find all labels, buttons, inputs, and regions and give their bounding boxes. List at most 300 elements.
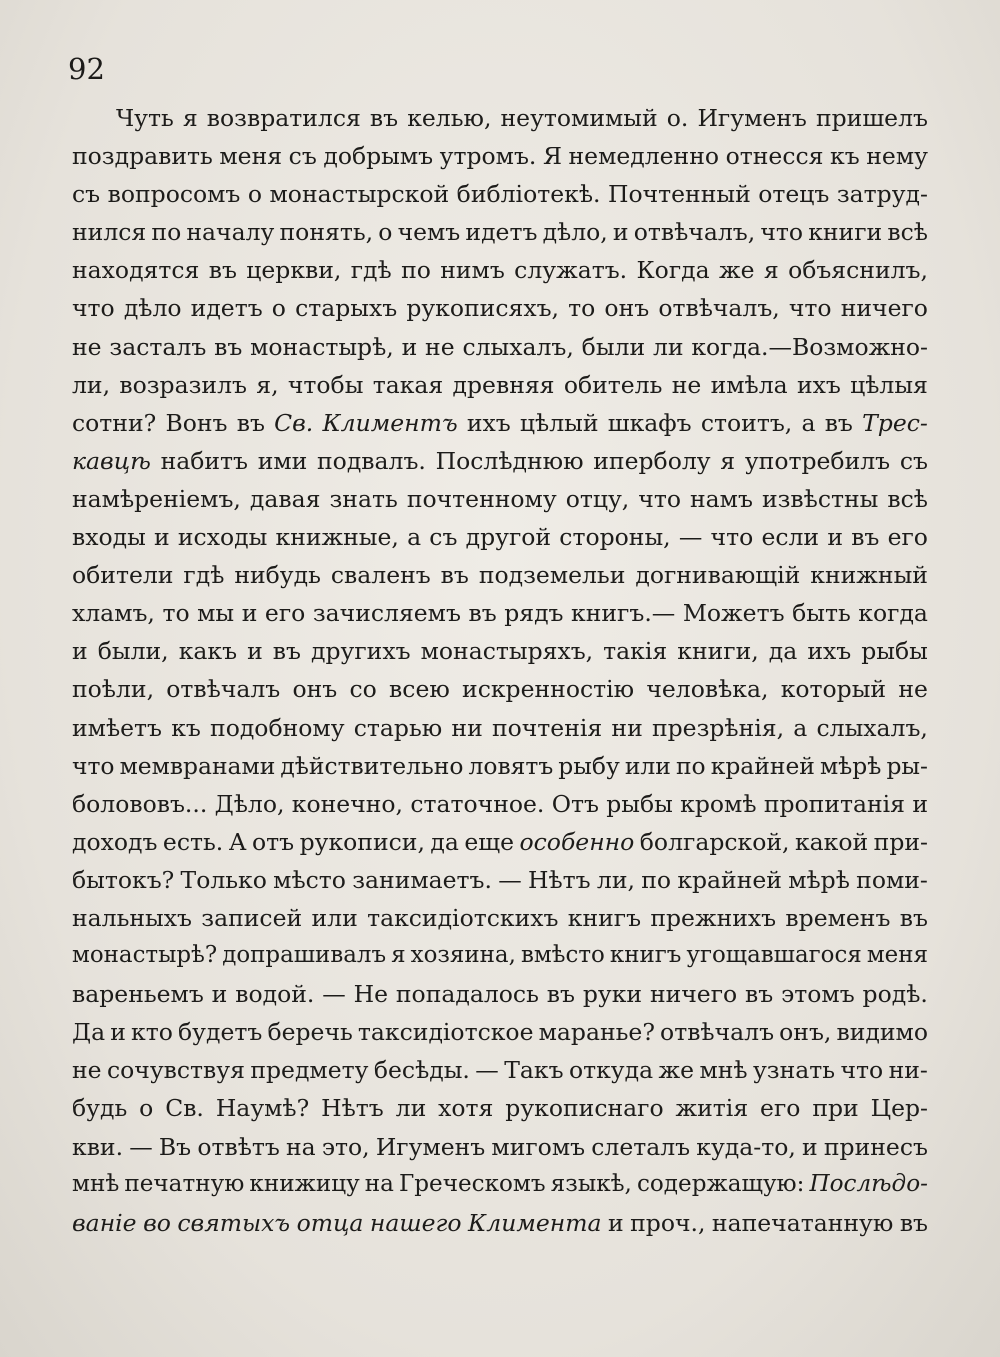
text-line bbox=[72, 409, 928, 447]
word: статочное. bbox=[410, 789, 545, 818]
word: ихъ bbox=[807, 637, 852, 666]
word: Вонъ bbox=[165, 408, 228, 437]
word: извѣстны bbox=[761, 484, 879, 513]
text-line bbox=[72, 714, 928, 752]
word: слыхалъ, bbox=[816, 713, 928, 742]
text-line bbox=[72, 256, 928, 294]
word: нашего bbox=[369, 1208, 462, 1237]
word: возразилъ bbox=[119, 370, 247, 399]
word: затруд- bbox=[836, 180, 928, 209]
word: что bbox=[72, 751, 115, 780]
word: отнесся bbox=[725, 142, 824, 171]
text-line bbox=[72, 180, 928, 218]
word: и bbox=[247, 637, 263, 666]
word: нибудь bbox=[234, 561, 321, 590]
word: прежнихъ bbox=[650, 903, 777, 932]
word: книгъ bbox=[567, 903, 642, 932]
word: Климента bbox=[468, 1208, 602, 1237]
word: записей bbox=[201, 903, 303, 932]
word: будь bbox=[72, 1094, 128, 1123]
word: Такъ bbox=[504, 1056, 564, 1085]
word: о. bbox=[666, 104, 689, 132]
word: нему bbox=[866, 142, 928, 171]
text-line bbox=[72, 1056, 928, 1094]
word: подземельи bbox=[478, 561, 626, 590]
word: по bbox=[641, 865, 672, 894]
word: ни bbox=[611, 713, 643, 742]
word: Дѣло, bbox=[214, 789, 285, 818]
word: ловятъ bbox=[468, 751, 554, 780]
word: въ bbox=[440, 561, 469, 590]
word: входы bbox=[72, 523, 146, 552]
word: почтенія bbox=[491, 713, 603, 742]
word: кви. bbox=[72, 1132, 124, 1161]
word: языкѣ, bbox=[550, 1170, 632, 1197]
word: книгъ bbox=[609, 942, 682, 969]
word: засталъ bbox=[109, 332, 207, 361]
text-line bbox=[72, 142, 928, 180]
word: печатную bbox=[124, 1170, 245, 1197]
word: поѣли, bbox=[72, 675, 155, 704]
word: бесѣды. bbox=[373, 1056, 470, 1085]
word: всѣ bbox=[887, 484, 928, 513]
word: ни- bbox=[888, 1056, 928, 1085]
word: его bbox=[264, 599, 306, 628]
word: рыбы bbox=[861, 637, 928, 666]
word: допрашивалъ bbox=[222, 942, 387, 969]
word: крайней bbox=[710, 751, 815, 780]
word: это, bbox=[321, 1132, 370, 1161]
word: родѣ. bbox=[862, 980, 928, 1009]
word: видимо bbox=[836, 1018, 928, 1047]
word: — bbox=[498, 865, 522, 894]
word: не bbox=[72, 1056, 102, 1085]
word: цѣлый bbox=[519, 408, 599, 437]
word: когда bbox=[858, 599, 928, 628]
text-line bbox=[72, 790, 928, 828]
word: мѣрѣ bbox=[819, 751, 882, 780]
word: же bbox=[718, 256, 755, 285]
word: келью, bbox=[407, 104, 492, 132]
word: гдѣ bbox=[350, 256, 392, 285]
text-line bbox=[72, 637, 928, 675]
word: ли, bbox=[596, 865, 635, 894]
word: меня bbox=[219, 142, 283, 171]
word: объяснилъ, bbox=[788, 256, 928, 285]
text-line bbox=[72, 104, 928, 142]
word: святыхъ bbox=[177, 1208, 291, 1237]
word: къ bbox=[830, 142, 860, 171]
word: книгъ.— bbox=[571, 599, 676, 628]
word: такія bbox=[603, 637, 668, 666]
word: Можетъ bbox=[682, 599, 785, 628]
word: ничего bbox=[840, 294, 928, 323]
word: Игуменъ bbox=[697, 104, 807, 132]
word: нимъ bbox=[440, 256, 505, 285]
word: отцу, bbox=[565, 484, 630, 513]
word: Чуть bbox=[116, 104, 174, 132]
text-line bbox=[72, 333, 928, 371]
word: бытокъ? bbox=[72, 865, 175, 894]
word: хламъ, bbox=[72, 599, 155, 628]
word: въ bbox=[208, 256, 237, 285]
word: кто bbox=[131, 1018, 173, 1047]
word: ли bbox=[652, 332, 684, 361]
word: сваленъ bbox=[330, 561, 431, 590]
word: что bbox=[840, 1056, 884, 1085]
word: конечно, bbox=[291, 789, 404, 818]
word: Нѣтъ bbox=[528, 865, 591, 894]
word: въ bbox=[745, 980, 774, 1009]
word: съ bbox=[429, 523, 458, 552]
word: при- bbox=[873, 827, 928, 856]
word: я bbox=[720, 446, 736, 475]
word: что bbox=[710, 523, 754, 552]
word: иперболу bbox=[593, 446, 711, 475]
word: въ bbox=[236, 408, 265, 437]
word: старыхъ bbox=[295, 294, 398, 323]
word: А bbox=[228, 827, 247, 856]
word: слыхалъ, bbox=[462, 332, 574, 361]
text-line bbox=[72, 447, 928, 485]
word: въ bbox=[272, 637, 301, 666]
word: когда.—Возможно- bbox=[691, 332, 928, 361]
word: и bbox=[827, 523, 843, 552]
word: не bbox=[898, 675, 928, 704]
word: — bbox=[129, 1132, 153, 1161]
word: этомъ bbox=[781, 980, 855, 1009]
word: рядъ bbox=[504, 599, 564, 628]
word: отъ bbox=[252, 827, 295, 856]
word: ни bbox=[451, 713, 483, 742]
word: въ bbox=[468, 599, 497, 628]
word: Когда bbox=[636, 256, 710, 285]
word: да bbox=[430, 827, 459, 856]
word: и bbox=[211, 980, 228, 1009]
word: всею bbox=[389, 675, 450, 704]
word: исходы bbox=[177, 523, 268, 552]
text-line bbox=[72, 371, 928, 409]
word: ихъ bbox=[796, 370, 841, 399]
word: Я bbox=[542, 142, 562, 171]
word: попадалось bbox=[395, 980, 539, 1009]
word: обитель bbox=[563, 370, 663, 399]
word: принесъ bbox=[823, 1132, 928, 1161]
word: по bbox=[151, 218, 182, 247]
word: отецъ bbox=[758, 180, 830, 209]
word: шкафъ bbox=[607, 408, 692, 437]
word: вмѣсто bbox=[520, 942, 605, 969]
word: неутомимый bbox=[500, 104, 658, 132]
word: и bbox=[72, 637, 88, 666]
word: болгарской, bbox=[639, 827, 790, 856]
word: и bbox=[612, 218, 629, 247]
word: напечатанную bbox=[711, 1208, 894, 1237]
word: началу bbox=[186, 218, 275, 247]
word: книжицу bbox=[249, 1170, 360, 1197]
word: гдѣ bbox=[183, 561, 225, 590]
word: съ bbox=[899, 446, 928, 475]
word: и bbox=[802, 1132, 818, 1161]
word: рукописи, bbox=[299, 827, 425, 856]
word: цѣлыя bbox=[850, 370, 928, 399]
word: дѣло bbox=[123, 294, 182, 323]
word: по bbox=[401, 256, 431, 285]
word: проч., bbox=[630, 1208, 706, 1237]
word: хотя bbox=[438, 1094, 494, 1123]
word: отвѣчалъ bbox=[166, 675, 281, 704]
text-line bbox=[72, 1171, 928, 1209]
word: же bbox=[658, 1056, 695, 1085]
word: какъ bbox=[178, 637, 238, 666]
word: Св. bbox=[274, 408, 314, 437]
word: въ bbox=[824, 408, 853, 437]
word: а bbox=[801, 408, 816, 437]
word: искренностію bbox=[462, 675, 635, 704]
word: сочувствуя bbox=[106, 1056, 245, 1085]
word: древняя bbox=[452, 370, 555, 399]
word: Послѣднюю bbox=[435, 446, 584, 475]
word: то bbox=[162, 599, 190, 628]
word: и bbox=[607, 1208, 624, 1237]
word: мигомъ bbox=[491, 1132, 586, 1161]
text-line bbox=[72, 1209, 928, 1247]
word: монастырской bbox=[269, 180, 450, 209]
word: не bbox=[671, 370, 702, 399]
word: презрѣнія, bbox=[651, 713, 785, 742]
word: рыбы bbox=[606, 789, 673, 818]
word: или bbox=[311, 903, 358, 932]
word: беречь bbox=[267, 1018, 353, 1047]
text-line bbox=[72, 294, 928, 332]
word: временъ bbox=[785, 903, 891, 932]
word: имѣетъ bbox=[72, 713, 162, 742]
word: я bbox=[391, 942, 406, 969]
word: подвалъ. bbox=[317, 446, 426, 475]
word: отвѣчалъ bbox=[660, 1018, 775, 1047]
word: такая bbox=[372, 370, 444, 399]
word: да bbox=[768, 637, 798, 666]
word: рукописяхъ, bbox=[406, 294, 560, 323]
word: и bbox=[110, 1018, 126, 1047]
word: монастырѣ, bbox=[250, 332, 394, 361]
word: предмету bbox=[250, 1056, 369, 1085]
word: Климентъ bbox=[322, 408, 458, 437]
word: о bbox=[247, 180, 263, 209]
word: есть. bbox=[162, 827, 224, 856]
word: возвратился bbox=[206, 104, 361, 132]
word: подобному bbox=[210, 713, 345, 742]
word: зачисляемъ bbox=[312, 599, 461, 628]
text-line bbox=[72, 485, 928, 523]
word: узнать bbox=[752, 1056, 836, 1085]
word: пропитанія bbox=[763, 789, 906, 818]
word: догнивающій bbox=[635, 561, 801, 590]
word: чтобы bbox=[287, 370, 364, 399]
word: — bbox=[678, 523, 703, 552]
word: а bbox=[407, 523, 422, 552]
word: другой bbox=[465, 523, 552, 552]
word: и bbox=[154, 523, 170, 552]
word: съ bbox=[288, 142, 317, 171]
word: болововъ... bbox=[72, 789, 208, 818]
word: ли bbox=[395, 1094, 427, 1123]
word: книжный bbox=[810, 561, 928, 590]
word: онъ bbox=[292, 675, 338, 704]
word: обители bbox=[72, 561, 174, 590]
word: мнѣ bbox=[72, 1170, 120, 1197]
word: что bbox=[788, 294, 832, 323]
word: откуда bbox=[568, 1056, 654, 1085]
word: по bbox=[675, 751, 706, 780]
word: монастыряхъ, bbox=[420, 637, 594, 666]
word: житія bbox=[675, 1094, 749, 1123]
word: библіотекѣ. bbox=[456, 180, 601, 209]
text-line bbox=[72, 904, 928, 942]
word: дѣйствительно bbox=[280, 751, 464, 780]
word: съ bbox=[72, 180, 101, 209]
word: въ bbox=[899, 1208, 928, 1237]
word: хозяина, bbox=[410, 942, 516, 969]
word: какой bbox=[794, 827, 869, 856]
word: Въ bbox=[158, 1132, 192, 1161]
word: монастырѣ? bbox=[72, 942, 218, 969]
word: были, bbox=[97, 637, 169, 666]
word: меня bbox=[866, 942, 928, 969]
word: давая bbox=[249, 484, 321, 513]
word: руки bbox=[582, 980, 643, 1009]
word: я, bbox=[256, 370, 279, 399]
word: рыбу bbox=[558, 751, 620, 780]
word: ли, bbox=[72, 370, 111, 399]
word: онъ bbox=[604, 294, 650, 323]
word: Цер- bbox=[870, 1094, 928, 1123]
word: на bbox=[364, 1170, 394, 1197]
word: отца bbox=[296, 1208, 364, 1237]
word: то bbox=[568, 294, 596, 323]
word: отвѣтъ bbox=[197, 1132, 280, 1161]
word: Послѣдо- bbox=[809, 1170, 928, 1197]
word: къ bbox=[171, 713, 201, 742]
word: и bbox=[912, 789, 928, 818]
word: о bbox=[139, 1094, 154, 1123]
word: при bbox=[812, 1094, 859, 1123]
word: ихъ bbox=[466, 408, 511, 437]
word: будетъ bbox=[178, 1018, 263, 1047]
word: вопросомъ bbox=[107, 180, 241, 209]
word: намѣреніемъ, bbox=[72, 484, 241, 513]
word: куда-то, bbox=[696, 1132, 796, 1161]
word: нальныхъ bbox=[72, 903, 192, 932]
word: намъ bbox=[690, 484, 753, 513]
word: находятся bbox=[72, 256, 200, 285]
word: имѣла bbox=[710, 370, 788, 399]
word: въ bbox=[214, 332, 243, 361]
word: отвѣчалъ, bbox=[658, 294, 780, 323]
word: человѣка, bbox=[646, 675, 769, 704]
word: на bbox=[286, 1132, 316, 1161]
word: стоитъ, bbox=[700, 408, 793, 437]
word: набитъ bbox=[160, 446, 248, 475]
word: еще bbox=[464, 827, 515, 856]
word: таксидіотскихъ bbox=[367, 903, 559, 932]
word: ваніе bbox=[72, 1208, 137, 1237]
word: ры- bbox=[886, 751, 928, 780]
word: Игуменъ bbox=[375, 1132, 486, 1161]
word: слеталъ bbox=[591, 1132, 691, 1161]
word: книги bbox=[808, 218, 883, 247]
word: водой. bbox=[235, 980, 315, 1009]
word: со bbox=[349, 675, 377, 704]
text-line bbox=[72, 1094, 928, 1132]
word: я bbox=[763, 256, 779, 285]
word: церкви, bbox=[246, 256, 342, 285]
word: а bbox=[793, 713, 808, 742]
word: не bbox=[425, 332, 455, 361]
word: содержащую: bbox=[636, 1170, 805, 1197]
word: Наумѣ? bbox=[215, 1094, 310, 1123]
word: Почтенный bbox=[607, 180, 751, 209]
word: о bbox=[271, 294, 286, 323]
word: утромъ. bbox=[439, 142, 537, 171]
word: Св. bbox=[165, 1094, 204, 1123]
word: что bbox=[760, 218, 804, 247]
word: особенно bbox=[519, 827, 635, 856]
word: угощавшагося bbox=[686, 942, 862, 969]
word: служатъ. bbox=[514, 256, 628, 285]
text-line bbox=[72, 828, 928, 866]
word: доходъ bbox=[72, 827, 158, 856]
word: быть bbox=[792, 599, 851, 628]
word: всѣ bbox=[887, 218, 928, 247]
word: вареньемъ bbox=[72, 980, 204, 1009]
word: Нѣтъ bbox=[321, 1094, 384, 1123]
word: мѣрѣ bbox=[788, 865, 850, 894]
word: что bbox=[72, 294, 115, 323]
word: я bbox=[182, 104, 198, 132]
word: поми- bbox=[856, 865, 928, 894]
word: Трес- bbox=[862, 408, 928, 437]
word: о bbox=[378, 218, 393, 247]
word: если bbox=[761, 523, 820, 552]
word: рукописнаго bbox=[505, 1094, 664, 1123]
word: Только bbox=[180, 865, 267, 894]
word: мнѣ bbox=[699, 1056, 748, 1085]
body-text bbox=[72, 104, 928, 1247]
word: кромѣ bbox=[680, 789, 757, 818]
word: чемъ bbox=[397, 218, 461, 247]
word: мы bbox=[197, 599, 235, 628]
word: занимаетъ. bbox=[352, 865, 492, 894]
word: его bbox=[887, 523, 928, 552]
text-line bbox=[72, 523, 928, 561]
word: — bbox=[475, 1056, 499, 1085]
text-line bbox=[72, 1133, 928, 1171]
word: ими bbox=[257, 446, 308, 475]
page-number: 92 bbox=[68, 52, 105, 86]
text-line bbox=[72, 599, 928, 637]
word: почтенному bbox=[406, 484, 557, 513]
word: и bbox=[401, 332, 418, 361]
word: Греческомъ bbox=[398, 1170, 546, 1197]
word: отвѣчалъ, bbox=[633, 218, 756, 247]
word: кавцѣ bbox=[72, 446, 151, 475]
word: понять, bbox=[279, 218, 374, 247]
word: нился bbox=[72, 218, 147, 247]
word: таксидіотское bbox=[357, 1018, 534, 1047]
word: его bbox=[760, 1094, 801, 1123]
text-line bbox=[72, 675, 928, 713]
